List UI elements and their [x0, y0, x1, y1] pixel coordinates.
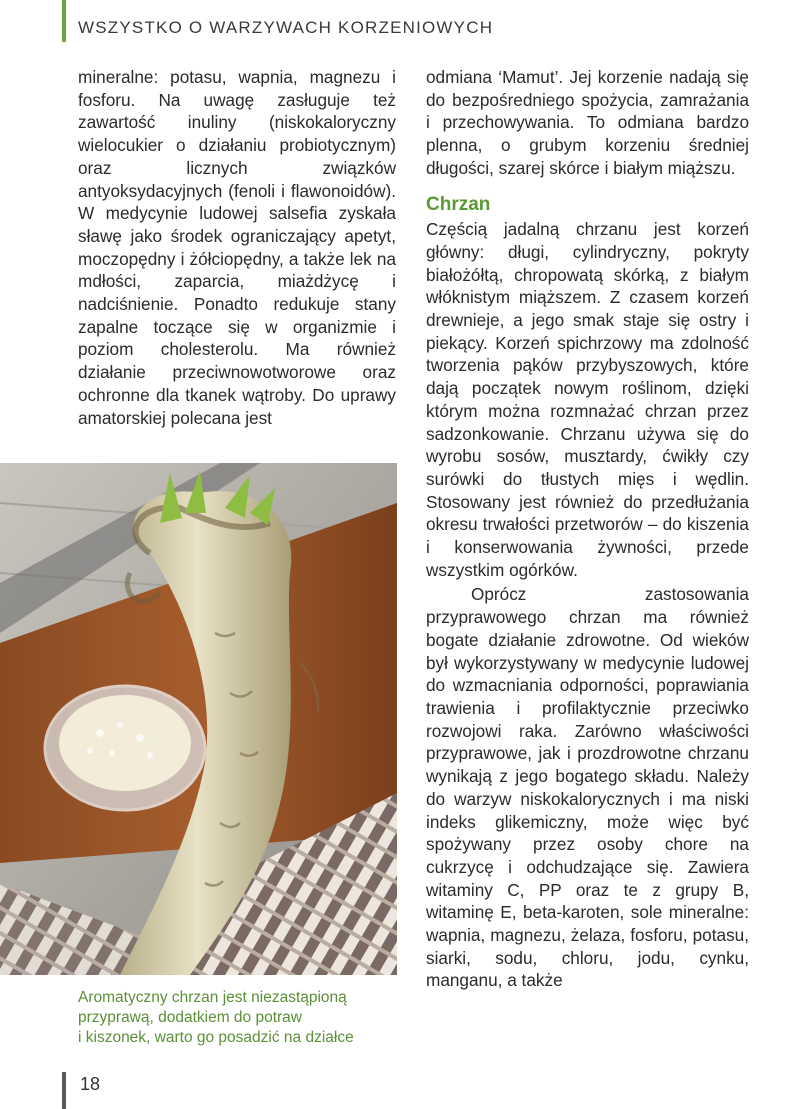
right-column: [426, 66, 749, 992]
chrzan-paragraph-2: Oprócz zastosowania przyprawowego chrzan ma również bogate działanie zdrowotne. Od wieków był wykorzystywany w medycynie ludowej do wzmacniania odporności, poprawiania trawienia i profilaktycznie przeciwko rozwojowi raka. Zarówno właściwości przyprawowe, jak i prozdrowotne chrzanu wynikają z jego bogatego składu. Należy do warzyw niskokalorycznych i ma niski indeks glikemiczny, może więc być spożywany przez osoby chore na cukrzycę i odchudzające się. Zawiera witaminy C, PP oraz te z grupy B, witaminę E, beta-karoten, sole mineralne: wapnia, magnezu, żelaza, fosforu, potasu, siarki, sodu, chloru, jodu, cynku, manganu, a także: [426, 584, 749, 991]
running-head: WSZYSTKO O WARZYWACH KORZENIOWYCH: [78, 18, 494, 37]
left-paragraph: mineralne: potasu, wapnia, magnezu i fosforu. Na uwagę zasługuje też zawartość inuliny (niskokaloryczny wielocukier o działaniu probiotycznym) oraz licznych związków antyoksydacyjnych (fenoli i flawonoidów). W medycynie ludowej salsefia zyskała sławę jako środek ograniczający apetyt, moczopędny i żółciopędny, a także lek na mdłości, zaparcia, miażdżycę i nadciśnienie. Ponadto redukuje stany zapalne toczące się w organizmie i poziom cholesterolu. Ma również działanie przeciwnowotworowe oraz ochronne dla tkanek wątroby. Do uprawy amatorskiej polecana jest: [78, 67, 396, 428]
photo-caption: [78, 988, 396, 1048]
section-heading-chrzan: Chrzan: [426, 193, 491, 215]
page-number: 18: [80, 1074, 101, 1094]
footer-accent-bar: [62, 1072, 66, 1109]
caption-line: przyprawą, dodatkiem do potraw: [78, 1009, 303, 1026]
horseradish-photo: [0, 463, 397, 975]
chrzan-paragraph-1: Częścią jadalną chrzanu jest korzeń główny: długi, cylindryczny, pokryty białożółtą, chropowatą skórką, z białym włóknistym miąższem. Z czasem korzeń drewnieje, a jego smak staje się ostry i piekący. Korzeń spichrzowy ma zdolność tworzenia pąków przybyszowych, które dają początek nowym roślinom, dzięki którym można rozmnażać chrzan przez sadzonkowanie. Chrzanu używa się do wyrobu sosów, musztardy, ćwikły czy surówki do tłustych mięs i wędlin. Stosowany jest również do przedłużania okresu trwałości przetworów – do kiszenia i konserwowania żywności, przede wszystkim ogórków.: [426, 219, 749, 580]
header-accent-bar: [62, 0, 66, 42]
left-column: [78, 66, 396, 429]
right-intro-paragraph: odmiana ‘Mamut’. Jej korzenie nadają się do bezpośredniego spożycia, zamrażania i przechowywania. To odmiana bardzo plenna, o grubym korzeniu średniej długości, szarej skórce i białym miąższu.: [426, 67, 749, 178]
caption-line: Aromatyczny chrzan jest niezastąpioną: [78, 989, 347, 1006]
caption-line: i kiszonek, warto go posadzić na działce: [78, 1029, 354, 1046]
